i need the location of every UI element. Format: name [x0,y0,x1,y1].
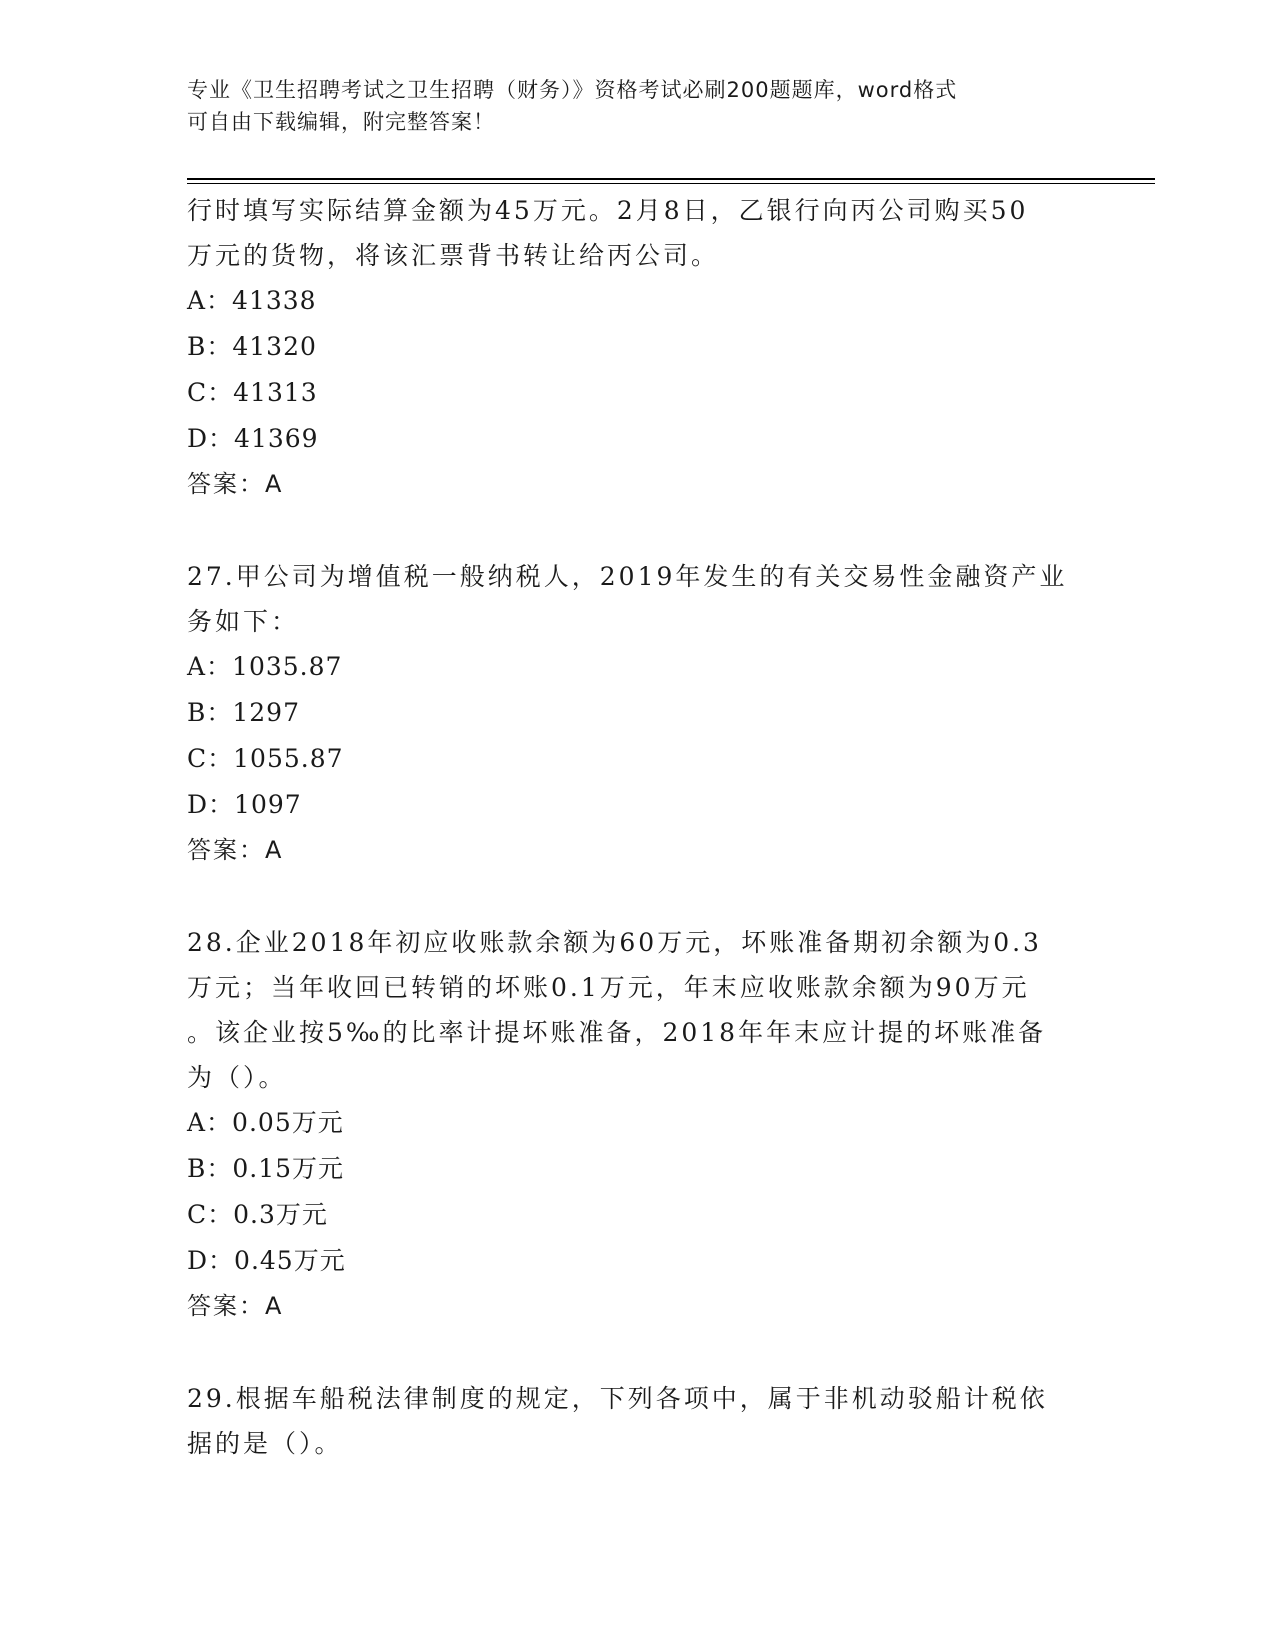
answer-line: 答案：A [187,1292,284,1320]
question-stem [187,554,1087,644]
answer-line: 答案：A [187,470,284,498]
question-stem [187,1376,1087,1466]
stem-line: 27.甲公司为增值税一般纳税人，2019年发生的有关交易性金融资产业 [187,562,1068,591]
header-title-line-2: 可自由下载编辑，附完整答案！ [187,110,495,134]
option-d: D：0.45万元 [187,1246,346,1275]
stem-line: 。该企业按5‰的比率计提坏账准备，2018年年末应计提的坏账准备 [187,1018,1047,1047]
stem-line: 万元的货物，将该汇票背书转让给丙公司。 [187,241,720,270]
option-a: A：41338 [187,286,317,315]
question-29 [187,1376,1087,1466]
option-a: A：0.05万元 [187,1108,344,1137]
question-list [187,188,1087,1466]
question-stem [187,188,1087,278]
stem-line: 行时填写实际结算金额为45万元。2月8日，乙银行向丙公司购买50 [187,196,1029,225]
option-b: B：0.15万元 [187,1154,345,1183]
question-spacer [187,506,1087,554]
option-a: A：1035.87 [187,652,343,681]
question-28 [187,920,1087,1328]
option-b: B：41320 [187,332,317,361]
stem-line: 据的是（）。 [187,1429,343,1458]
option-c: C：0.3万元 [187,1200,328,1229]
option-d: D：1097 [187,790,302,819]
stem-line: 为（）。 [187,1063,287,1092]
header-divider-thick [187,178,1155,180]
answer-line: 答案：A [187,836,284,864]
header-divider-thin [187,183,1155,184]
header-title-line-1: 专业《卫生招聘考试之卫生招聘（财务）》资格考试必刷200题题库，word格式 [187,78,958,102]
option-d: D：41369 [187,424,319,453]
question-26 [187,188,1087,506]
option-c: C：41313 [187,378,318,407]
document-header [187,74,1067,138]
question-spacer [187,1328,1087,1376]
stem-line: 务如下： [187,607,300,636]
option-b: B：1297 [187,698,300,727]
question-stem [187,920,1087,1100]
question-27 [187,554,1087,872]
option-c: C：1055.87 [187,744,344,773]
stem-line: 28.企业2018年初应收账款余额为60万元，坏账准备期初余额为0.3 [187,928,1042,957]
stem-line: 万元；当年收回已转销的坏账0.1万元，年末应收账款余额为90万元 [187,973,1030,1002]
stem-line: 29.根据车船税法律制度的规定，下列各项中，属于非机动驳船计税依 [187,1384,1048,1413]
question-spacer [187,872,1087,920]
